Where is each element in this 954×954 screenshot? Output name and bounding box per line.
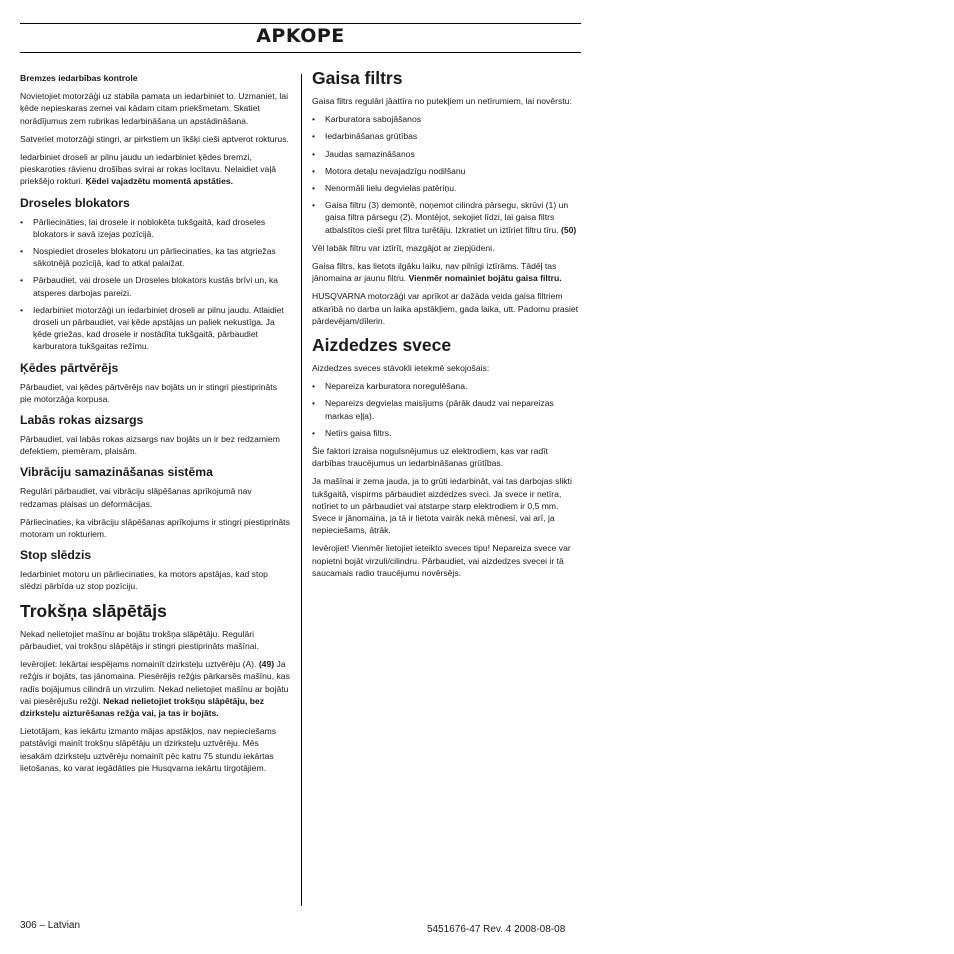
spark-plug-paragraph-2: Šie faktori izraisa nogulsnējumus uz elektrodiem, kas var radīt darbības traucējumus un iedarbināšanas grūtības. (312, 446, 548, 469)
document-id: 5451676-47 Rev. 4 2008-08-08 (427, 924, 566, 935)
air-filter-paragraph-2: Vēl labāk filtru var iztīrīt, mazgājot ar ziepjūdeni. (312, 242, 495, 253)
list-item (312, 199, 580, 236)
air-filter-intro: Gaisa filtrs regulāri jāattīra no putekļiem un netīrumiem, lai novērstu: (312, 96, 572, 106)
list-item: • Nospiediet droseles blokatoru un pārliecinaties, ka tas atgriežas sākotnējā pozīcijā, kad to atkal palaižat. (20, 245, 290, 269)
chain-catcher-paragraph: Pārbaudiet, vai ķēdes pārtvērējs nav bojāts un ir stingri piestiprināts pie motorzāģa korpusa. (20, 381, 277, 404)
figure-reference: (49) (258, 659, 275, 670)
brake-check-heading: Bremzes iedarbības kontrole (20, 73, 138, 83)
list-item: • Karburatora sabojāšanos (312, 113, 580, 125)
list-item: • Pārliecināties, lai drosele ir noblokēta tukšgaitā, kad droseles blokators ir savā izejas pozīcijā. (20, 216, 290, 240)
brake-check-paragraph-3 (20, 151, 290, 188)
muffler-note-text-2: Ja režģis ir bojāts, tas jānomaina. Piesērējis režģis pārkarsēs mašīnu, kas radīs bojājumus cilindrā un virzulim. Nekad nelietojiet mašīnu ar bojātu vai piesērējušu režģi. (20, 659, 290, 706)
left-column (20, 70, 290, 780)
muffler-note-text: Ievērojiet: Iekārtai iespējams nomainīt dzirksteļu uztvērēju (A). (20, 659, 259, 670)
page-number: 306 – Latvian (20, 920, 81, 931)
right-hand-guard-paragraph: Pārbaudiet, vai labās rokas aizsargs nav bojāts un ir bez redzamiem defektiem, piemēram, plaisām. (20, 434, 280, 457)
list-item: • Netīrs gaisa filtrs. (312, 427, 580, 439)
brake-check-paragraph-2: Satveriet motorzāģi stingri, ar pirkstiem un īkšķi cieši aptverot rokturus. (20, 133, 289, 144)
right-hand-guard-heading: Labās rokas aizsargs (20, 413, 144, 428)
header-bottom-rule (20, 52, 581, 53)
brake-check-paragraph-1: Novietojiet motorzāģi uz stabila pamata un iedarbiniet to. Uzmaniet, lai ķēde nepieskaras zemei vai kādam citam priekšmetam. Skatiet norādījumus zem rubrikas Iedarbināšana un apstādināšana. (20, 91, 288, 126)
vibration-system-paragraph-1: Regulāri pārbaudiet, vai vibrāciju slāpēšanas aprīkojumā nav redzamas plaisas un deformācijas. (20, 486, 252, 509)
page-title: APKOPE (256, 25, 345, 47)
right-column (312, 68, 580, 585)
spark-plug-paragraph-4: Ievērojiet! Vienmēr lietojiet ieteikto sveces tipu! Nepareiza svece var nopietni bojāt virzuli/cilindru. Pārbaudiet, vai aizdedzes svecei ir tā saucamais radio traucējumu novērsējs. (312, 543, 571, 578)
list-item: • Iedarbināšanas grūtības (312, 130, 580, 142)
muffler-paragraph-2 (20, 658, 290, 719)
throttle-lockout-heading: Droseles blokators (20, 195, 130, 210)
brake-check-text: Iedarbiniet droseli ar pilnu jaudu un iedarbiniet ķēdes bremzi, pieskaroties rāvienu drošības svirai ar rokas locītavu. Nelaidiet vaļā priekšējo rokturi. (20, 152, 277, 187)
list-item: • Motora detaļu nevajadzīgu nodilšanu (312, 165, 580, 177)
list-item: • Nepareizs degvielas maisījums (pārāk daudz vai nepareizas markas eļļa). (312, 397, 580, 421)
muffler-paragraph-1: Nekad nelietojiet mašīnu ar bojātu trokšņa slāpētāju. Regulāri pārbaudiet, vai trokšņu slāpētājs ir stingri piestiprināts mašīnai. (20, 628, 259, 651)
muffler-warning: Nekad nelietojiet trokšņu slāpētāju, bez dzirksteļu aizturēšanas režģa vai, ja tas ir bojāts. (20, 695, 265, 718)
spark-plug-intro: Aizdedzes sveces stāvokli ietekmē sekojošais: (312, 363, 490, 374)
muffler-paragraph-3: Lietotājam, kas iekārtu izmanto mājas apstākļos, nav nepieciešams patstāvīgi mainīt trokšņu slāpētāju un dzirksteļu uztvērēju. Mēs iesakām dzirksteļu uztvērēju nomainīt pēc katru 75 stundu iekārtas lietošanas, ko varat iegādāties pie Husqvarna iekārtu tirgotājiem. (20, 726, 277, 773)
column-divider (301, 74, 302, 906)
list-item: • Iedarbiniet motorzāģi un iedarbiniet droseli ar pilnu jaudu. Atlaidiet droseli un pārbaudiet, vai ķēde apstājas un paliek nekustīga. Ja ķēde griežas, kad drosele ir nostādīta tukšgaitā, pārbaudiet karburatora tukšgaitas režīmu. (20, 304, 290, 353)
vibration-system-heading: Vibrāciju samazināšanas sistēma (20, 465, 213, 480)
list-item: • Nenormāli lielu degvielas patēriņu. (312, 182, 580, 194)
air-filter-paragraph-4: HUSQVARNA motorzāģi var aprīkot ar dažāda veida gaisa filtriem atkarībā no darba un laika apstākļiem, gada laika, utt. Padomu prasiet pārdevējam/dīlerin. (312, 291, 579, 326)
list-item: • Pārbaudiet, vai drosele un Droseles blokators kustās brīvi un, ka atsperes darbojas pareizi. (20, 274, 290, 298)
air-filter-removal-text: Gaisa filtru (3) demontē, noņemot cilindra pārsegu, skrūvi (1) un gaisa filtra pārsegu (2). Montējot, sekojiet līdzi, lai gaisa filtrs atbalstītos cieši pret filtra turētāju. Izkratiet un iztīriet filtru tīru. (325, 200, 569, 235)
list-item: • Jaudas samazināšanos (312, 148, 580, 160)
brake-check-emphasis: Ķēdei vajadzētu momentā apstāties. (85, 176, 234, 187)
list-item: • Nepareiza karburatora noregulēšana. (312, 380, 580, 392)
chain-catcher-heading: Ķēdes pārtvērējs (20, 360, 119, 375)
air-filter-warning: Vienmēr nomainiet bojātu gaisa filtru. (408, 273, 562, 284)
air-filter-heading: Gaisa filtrs (312, 68, 403, 88)
header-top-rule (20, 23, 581, 24)
air-filter-list (312, 113, 580, 236)
muffler-heading: Trokšņa slāpētājs (20, 600, 167, 621)
vibration-system-paragraph-2: Pārliecinaties, ka vibrāciju slāpēšanas aprīkojums ir stingri piestiprināts motoram un rokturiem. (20, 516, 290, 540)
figure-reference: (50) (560, 224, 577, 235)
stop-switch-heading: Stop slēdzis (20, 548, 92, 563)
stop-switch-paragraph: Iedarbiniet motoru un pārliecinaties, ka motors apstājas, kad stop slēdzi pārbīda uz stop pozīciju. (20, 569, 268, 592)
spark-plug-heading: Aizdedzes svece (312, 335, 452, 356)
throttle-lockout-list (20, 216, 290, 353)
spark-plug-paragraph-3: Ja mašīnai ir zema jauda, ja to grūti iedarbināt, vai tas darbojas slikti tukšgaitā, vispirms pārbaudiet aizdedzes sveci. Ja svece ir netīra, notīriet to un pārbaudiet vai atstarpe starp elektrodiem ir 0,5 mm. Svece ir jānomaina, ja tā ir lietota vairāk nekā mēnesi, vai arī, ja nepieciešams, ātrāk. (312, 476, 572, 536)
air-filter-replace-text: Gaisa filtrs, kas lietots ilgāku laiku, nav pilnīgi iztīrāms. Tādēļ tas jānomaina ar jaunu filtru. (312, 261, 557, 284)
air-filter-paragraph-3 (312, 260, 580, 284)
spark-plug-list (312, 380, 580, 439)
